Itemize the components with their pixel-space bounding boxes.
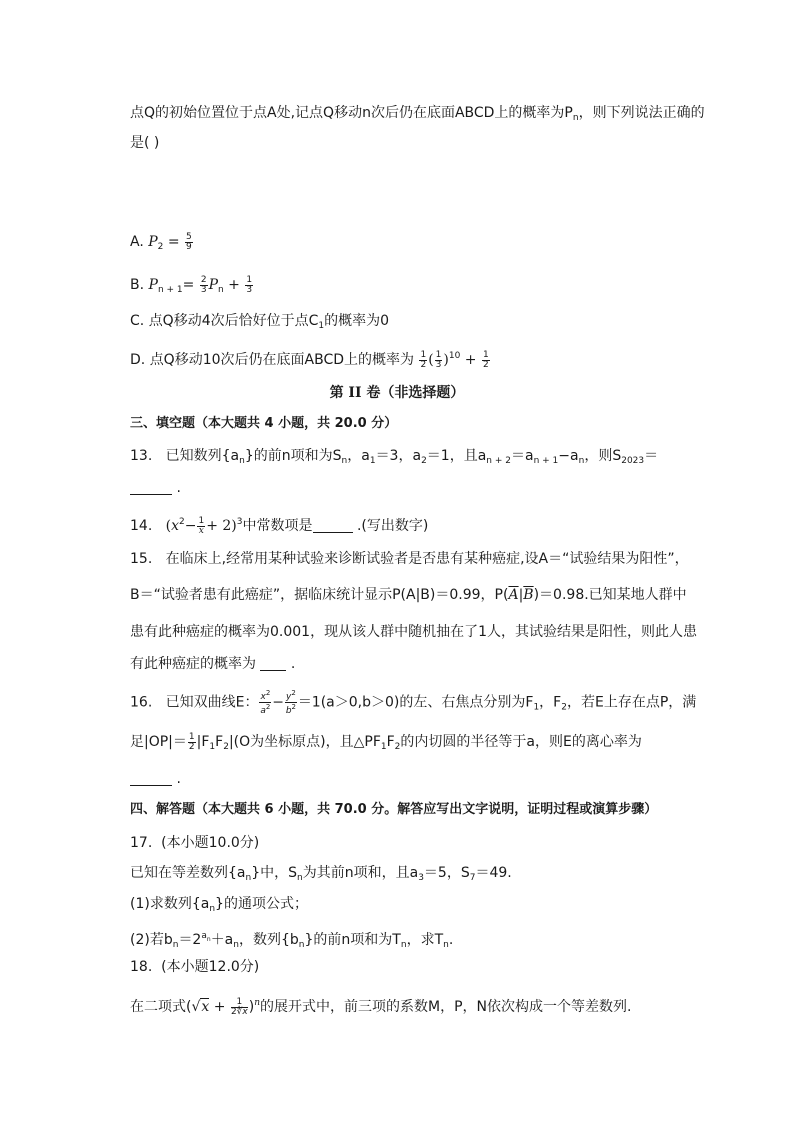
q16-line3: . <box>130 769 181 789</box>
q12-option-a: A. $P_2$ = $\frac{5}{9}$ <box>130 231 192 252</box>
q17-stem: 已知在等差数列$\{a_n\}$中，$S_n$为其前n项和，且$a_3=5$，$S_7=49$. <box>130 865 512 883</box>
q15-line3: 患有此种癌症的概率为0.001，现从该人群中随机抽在了1人，其试验结果是阳性，则此人患 <box>130 624 697 640</box>
q17-part2: (2)若$b_n=2^{a_n}+a_n$，数列$\{b_n\}$的前n项和为$T_n$，求$T_n$. <box>130 931 454 950</box>
q18-header: 18. (本小题12.0分) <box>130 959 260 975</box>
q12-stem-line2: 是( ) <box>130 135 160 151</box>
q12-stem-line1: 点Q的初始位置位于点A处,记点Q移动n次后仍在底面ABCD上的概率为$P_n$，则下列说法正确的 <box>130 105 705 123</box>
fraction-5-9: $\frac{5}{9}$ <box>186 231 192 252</box>
q16-line2: 足|OP|＝ $\frac{1}{2}$ $|F_1F_2|(O$为坐标原点)，且$\triangle PF_1F_2$的内切圆的半径等于a，则E的离心率为 <box>130 731 642 752</box>
q12-option-c: C. 点Q移动4次后恰好位于点$C_1$的概率为0 <box>130 313 390 331</box>
q18-stem: 在二项式(√x + $\frac{1}{2∜x}$ )$^n$的展开式中，前三项的系数M，P，N依次构成一个等差数列. <box>130 996 632 1017</box>
q15-line2: B＝“试验者患有此癌症”，据临床统计显示P(A|B)＝0.99，$P(\overline{A}|\overline{B})=0.98$.已知某地人群中 <box>130 587 687 603</box>
q15-line1: 15. 在临床上,经常用某种试验来诊断试验者是否患有某种癌症,设A＝“试验结果为阳性”， <box>130 551 689 567</box>
q13-line1: 13. 已知数列$\{a_n\}$的前n项和为$S_n$，$a_1=3$，$a_2=1$，且$a_{n + 2}=a_{n + 1}-a_n$，则$S_{2023}=$ <box>130 448 659 466</box>
answer-blank <box>130 771 172 786</box>
answer-blank <box>130 480 172 495</box>
part2-title: 第 II 卷（非选择题） <box>329 385 465 401</box>
q14-line: 14. ($x^2-$ $\frac{1}{x}$ + 2)$^3$中常数项是 .(写出数字) <box>130 515 429 536</box>
q13-line2: . <box>130 478 181 498</box>
q12-option-b: B. $P_{n + 1}=$ $\frac{2}{3}$ $P_n$ + $\frac{1}{3}$ <box>130 274 253 295</box>
answer-blank <box>313 518 353 533</box>
answer-blank <box>260 656 286 671</box>
q16-line1: 16. 已知双曲线E： $\frac{x^2}{a^2}$ − $\frac{y^2}{b^2}$ ＝1(a＞0,b＞0)的左、右焦点分别为$F_1$，$F_2$，若E上存在点P，满 <box>130 689 697 716</box>
q17-part1: (1)求数列$\{a_n\}$的通项公式； <box>130 896 308 914</box>
q17-header: 17. (本小题10.0分) <box>130 835 260 851</box>
section4-heading: 四、解答题（本大题共 6 小题，共 70.0 分。解答应写出文字说明，证明过程或演算步骤） <box>130 802 658 817</box>
q15-line4: 有此种癌症的概率为 . <box>130 656 296 672</box>
section3-heading: 三、填空题（本大题共 4 小题，共 20.0 分） <box>130 416 398 431</box>
q12-option-d: D. 点Q移动10次后仍在底面ABCD上的概率为 $\frac{1}{2}$ ( $\frac{1}{3}$ )$^{10}$ + $\frac{1}{2}$ <box>130 349 489 370</box>
